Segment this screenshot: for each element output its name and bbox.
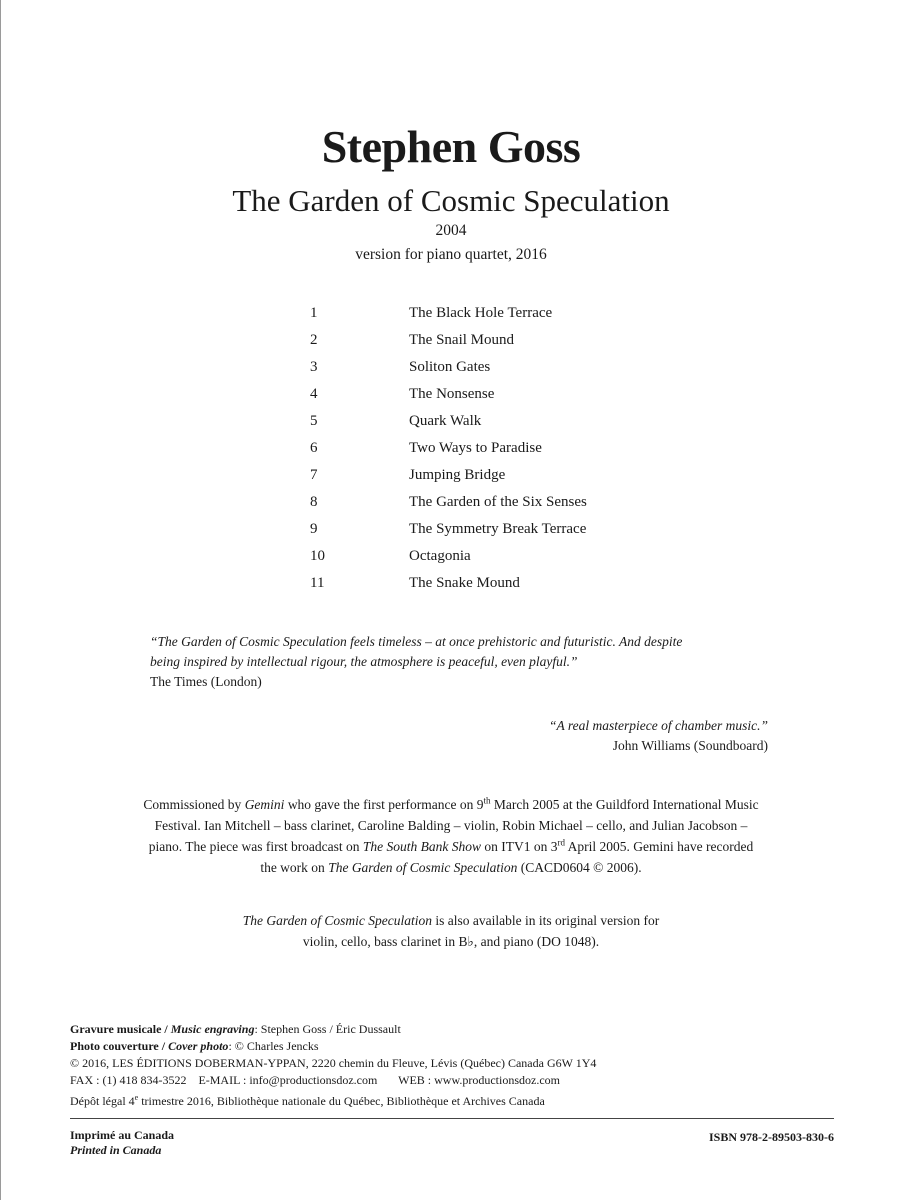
movement-item — [310, 413, 710, 440]
movement-item — [310, 521, 710, 548]
credit-label: Photo couverture / — [70, 1039, 169, 1053]
commission-text: April 2005. Gemini have recorded the work on — [260, 839, 754, 875]
ordinal-suffix: rd — [557, 837, 566, 848]
movement-number: 11 — [310, 575, 325, 591]
movement-title: The Symmetry Break Terrace — [409, 521, 587, 537]
ensemble-name: Gemini — [244, 797, 285, 812]
movement-number: 2 — [310, 332, 318, 348]
quote-source: John Williams (Soundboard) — [612, 738, 768, 753]
movement-item — [310, 359, 710, 386]
movement-item — [310, 494, 710, 521]
commission-text: (CACD0604 © 2006). — [517, 860, 642, 875]
version-note: version for piano quartet, 2016 — [355, 246, 547, 263]
movement-number: 7 — [310, 467, 318, 483]
movement-title: Jumping Bridge — [409, 467, 506, 483]
broadcast-show: The South Bank Show — [362, 839, 482, 854]
movement-item — [310, 440, 710, 467]
movement-title: The Black Hole Terrace — [409, 305, 553, 321]
movement-title: Octagonia — [409, 548, 471, 564]
legal-deposit-line — [70, 1089, 850, 1110]
footer-divider — [70, 1118, 834, 1119]
movement-number: 5 — [310, 413, 318, 429]
ordinal-suffix: th — [483, 795, 491, 806]
original-version-note — [141, 910, 761, 952]
printed-fr: Imprimé au Canada — [70, 1128, 175, 1142]
movement-number: 9 — [310, 521, 318, 537]
copyright-line: © 2016, LES ÉDITIONS DOBERMAN-YPPAN, 2220 chemin du Fleuve, Lévis (Québec) Canada G6W 1Y4 — [70, 1056, 597, 1070]
photo-credit — [70, 1038, 850, 1055]
movement-number: 1 — [310, 305, 318, 321]
movement-number: 4 — [310, 386, 318, 402]
credit-value: : © Charles Jencks — [228, 1039, 319, 1053]
movement-list — [310, 305, 710, 602]
original-version-line — [141, 910, 761, 931]
movement-item — [310, 467, 710, 494]
movement-title: Quark Walk — [409, 413, 482, 429]
movement-title: Two Ways to Paradise — [409, 440, 542, 456]
commission-text: March 2005 at the Guildford International Music Festival. Ian Mitchell – bass clarinet, Caroline Balding – violin, Robin Michael – cello, and Julian Jacobson – piano. The piece was first broadcast on — [148, 797, 759, 854]
commission-note — [141, 794, 761, 878]
press-quote-soundboard — [268, 716, 768, 756]
ordinal-suffix: e — [134, 1093, 139, 1102]
movement-number: 10 — [310, 548, 325, 564]
original-version-line: violin, cello, bass clarinet in B♭, and piano (DO 1048). — [302, 934, 600, 949]
isbn: ISBN 978-2-89503-830-6 — [709, 1130, 834, 1144]
printed-in — [70, 1128, 174, 1158]
movement-title: The Snake Mound — [409, 575, 520, 591]
credit-label-en: Music engraving — [170, 1022, 255, 1036]
credit-label: Gravure musicale / — [70, 1022, 171, 1036]
work-title-italic: The Garden of Cosmic Speculation — [242, 913, 433, 928]
movement-item — [310, 332, 710, 359]
printed-en: Printed in Canada — [70, 1143, 162, 1157]
movement-item — [310, 548, 710, 575]
commission-text: on ITV1 on 3 — [481, 839, 558, 854]
movement-number: 3 — [310, 359, 318, 375]
publisher-credits — [70, 1021, 850, 1110]
movement-title: The Garden of the Six Senses — [409, 494, 587, 510]
movement-number: 6 — [310, 440, 318, 456]
original-version-text: is also available in its original version for — [432, 913, 660, 928]
movement-title: Soliton Gates — [409, 359, 491, 375]
engraving-credit — [70, 1021, 850, 1038]
credit-value: : Stephen Goss / Éric Dussault — [254, 1022, 401, 1036]
movement-item — [310, 386, 710, 413]
quote-text-line: “A real masterpiece of chamber music.” — [549, 718, 768, 733]
contact-line: FAX : (1) 418 834-3522 E-MAIL : info@productionsdoz.com WEB : www.productionsdoz.com — [70, 1073, 560, 1087]
quote-source: The Times (London) — [150, 674, 262, 689]
album-title: The Garden of Cosmic Speculation — [328, 860, 518, 875]
quote-text-line: “The Garden of Cosmic Speculation feels timeless – at once prehistoric and futuristic. And despite — [150, 634, 683, 649]
movement-title: The Snail Mound — [409, 332, 514, 348]
movement-number: 8 — [310, 494, 318, 510]
work-title: The Garden of Cosmic Speculation — [232, 183, 670, 218]
composer-name: Stephen Goss — [321, 121, 581, 172]
movement-title: The Nonsense — [409, 386, 495, 402]
legal-deposit-text: trimestre 2016, Bibliothèque nationale du Québec, Bibliothèque et Archives Canada — [138, 1094, 545, 1108]
press-quote-times — [150, 632, 790, 692]
credit-label-en: Cover photo — [168, 1039, 229, 1053]
commission-text: Commissioned by — [143, 797, 245, 812]
composition-year: 2004 — [435, 222, 467, 239]
movement-item — [310, 305, 710, 332]
quote-text-line: being inspired by intellectual rigour, the atmosphere is peaceful, even playful.” — [150, 654, 578, 669]
legal-deposit-text: Dépôt légal 4 — [70, 1094, 135, 1108]
movement-item — [310, 575, 710, 602]
commission-text: who gave the first performance on 9 — [284, 797, 484, 812]
